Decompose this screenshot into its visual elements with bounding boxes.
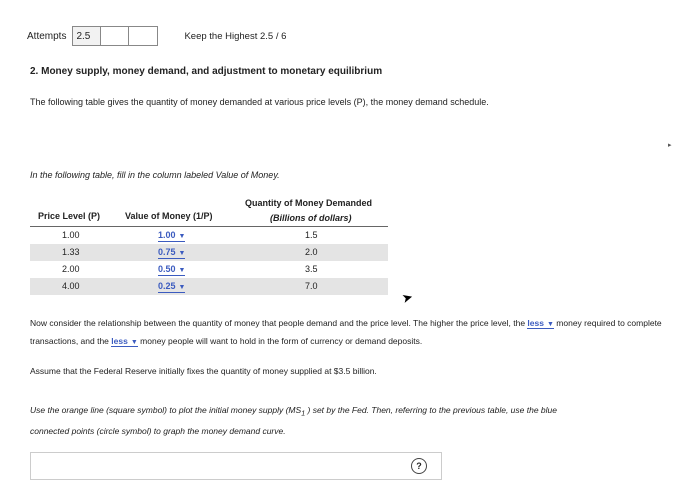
dropdown-1-label: less <box>527 318 544 328</box>
caret-down-icon: ▼ <box>178 233 186 240</box>
caret-down-icon: ▼ <box>178 267 186 274</box>
mouse-cursor-icon: ➤ <box>400 288 415 307</box>
paragraph1-text-b: money <box>556 318 582 328</box>
value-dropdown-label: 0.75 <box>158 247 176 257</box>
cell-price: 2.00 <box>62 264 80 274</box>
table-row <box>30 227 388 244</box>
cell-quantity: 2.0 <box>305 247 318 257</box>
price-level-dropdown-1[interactable] <box>527 318 553 329</box>
cell-quantity: 3.5 <box>305 264 318 274</box>
paragraph3-line2: connected points (circle symbol) to graph the money demand curve. <box>30 425 286 436</box>
graph-area[interactable] <box>30 452 442 480</box>
header-value-of-money: Value of Money (1/P) <box>125 211 213 221</box>
table-row <box>30 278 388 295</box>
value-dropdown-label: 1.00 <box>158 230 176 240</box>
paragraph1-text-c: required to complete transactions, and the <box>30 318 662 346</box>
caret-down-icon: ▼ <box>130 339 138 346</box>
cell-price: 1.00 <box>62 230 80 240</box>
value-dropdown-label: 0.25 <box>158 281 176 291</box>
question-intro: The following table gives the quantity of money demanded at various price levels (P), the money demand schedule. <box>30 97 489 107</box>
value-dropdown-label: 0.50 <box>158 264 176 274</box>
value-dropdown[interactable] <box>158 264 185 276</box>
attempts-boxes <box>72 26 158 46</box>
value-dropdown[interactable] <box>158 281 185 293</box>
attempts-value: 2.5 <box>73 27 101 45</box>
cell-price: 4.00 <box>62 281 80 291</box>
ms-subscript: 1 <box>301 409 306 418</box>
price-level-dropdown-2[interactable] <box>111 336 137 347</box>
play-icon[interactable]: ▸ <box>668 142 672 149</box>
paragraph3-line1b: ) set by the Fed. Then, referring to the previous table, use the blue <box>307 405 557 415</box>
paragraph-money-demand <box>30 315 670 351</box>
cell-price: 1.33 <box>62 247 80 257</box>
attempts-row <box>27 26 286 46</box>
header-quantity-units: (Billions of dollars) <box>270 213 352 223</box>
caret-down-icon: ▼ <box>178 284 186 291</box>
paragraph1-text-d: money people will want to hold in the form of currency or demand deposits. <box>140 336 423 346</box>
cell-quantity: 1.5 <box>305 230 318 240</box>
header-price-level: Price Level (P) <box>38 211 101 221</box>
attempt-box-empty <box>129 27 157 45</box>
keep-highest-text: Keep the Highest 2.5 / 6 <box>184 30 287 42</box>
paragraph-money-supply: Assume that the Federal Reserve initially fixes the quantity of money supplied at $3.5 billion. <box>30 366 377 376</box>
help-icon[interactable]: ? <box>411 458 427 474</box>
caret-down-icon: ▼ <box>546 321 554 328</box>
attempts-label: Attempts <box>27 30 67 42</box>
dropdown-2-label: less <box>111 336 128 346</box>
paragraph-graph-instructions <box>30 402 650 440</box>
attempt-box-empty <box>101 27 129 45</box>
paragraph3-line1: Use the orange line (square symbol) to plot the initial money supply (MS <box>30 405 302 415</box>
cell-quantity: 7.0 <box>305 281 318 291</box>
question-title: 2. Money supply, money demand, and adjustment to monetary equilibrium <box>30 66 383 77</box>
value-dropdown[interactable] <box>158 230 185 242</box>
table-instruction: In the following table, fill in the column labeled Value of Money. <box>30 170 280 180</box>
value-dropdown[interactable] <box>158 247 185 259</box>
table-row <box>30 244 388 261</box>
paragraph1-text-a: Now consider the relationship between the quantity of money that people demand and the price level. The higher the price level, the <box>30 318 526 328</box>
table-row <box>30 261 388 278</box>
header-quantity: Quantity of Money Demanded <box>245 198 373 208</box>
caret-down-icon: ▼ <box>178 250 186 257</box>
